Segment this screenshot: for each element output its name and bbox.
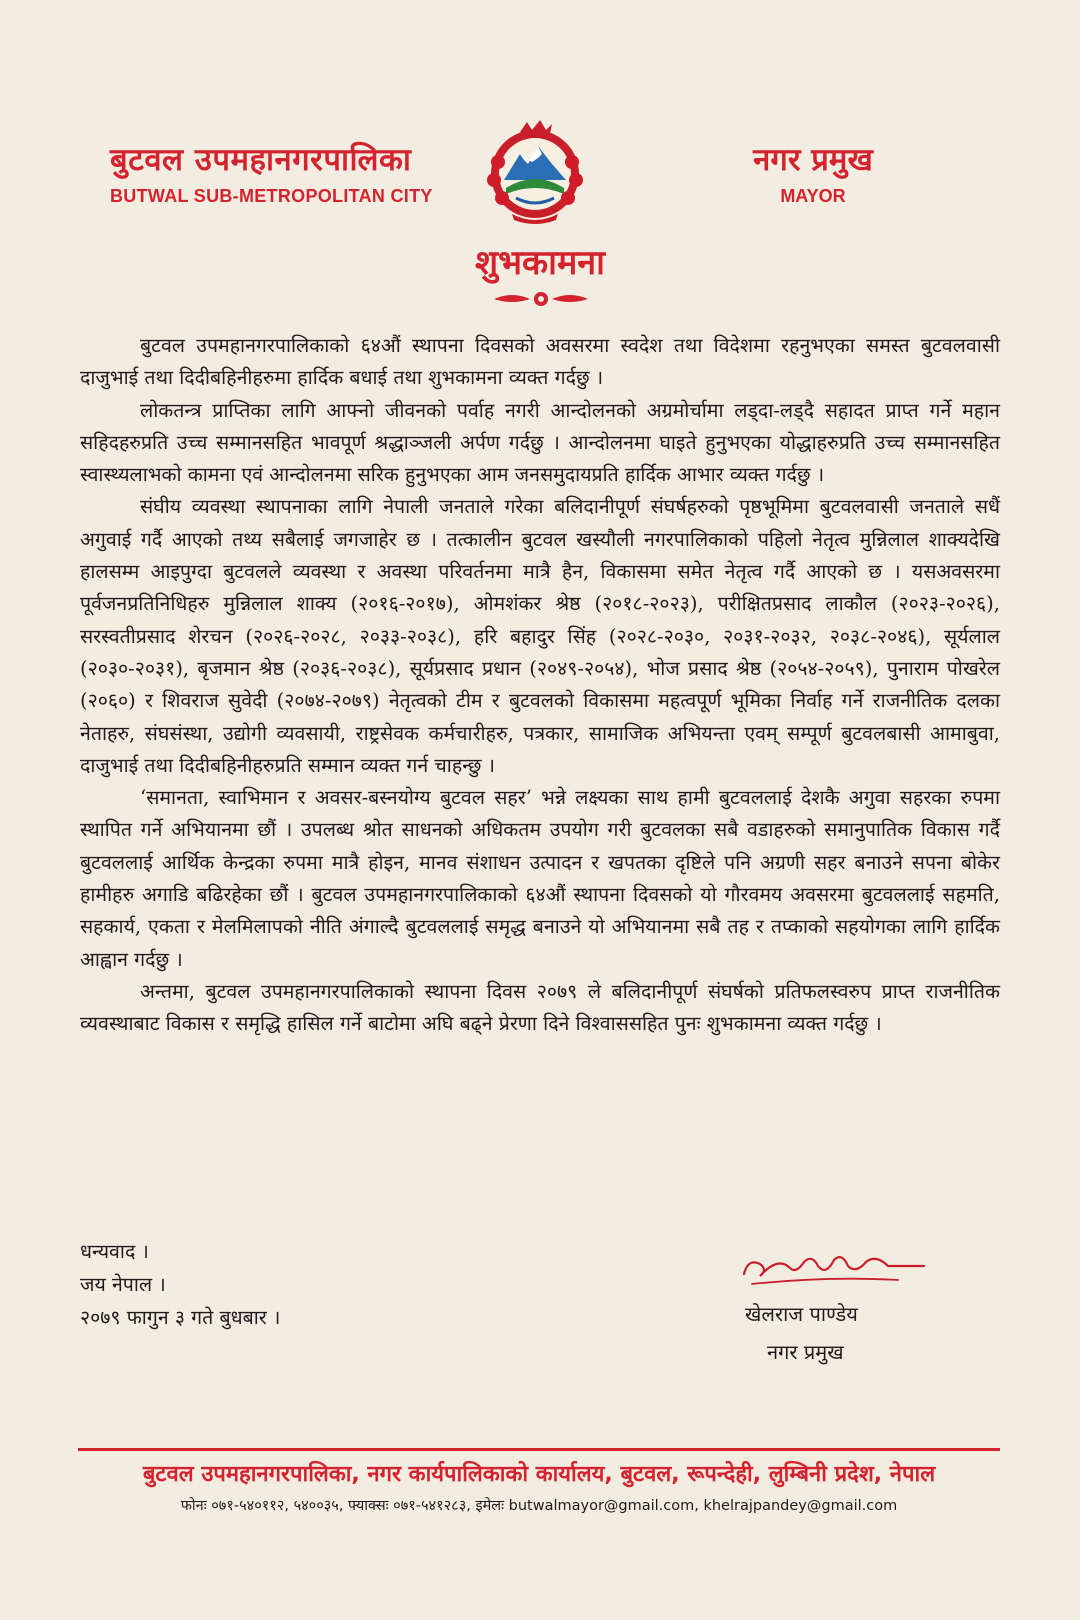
ornament-divider-icon [492,287,590,311]
signatory-name: खेलराज पाण्डेय [745,1302,858,1326]
closing-thanks: धन्यवाद । [80,1240,149,1263]
footer-address: बुटवल उपमहानगरपालिका, नगर कार्यपालिकाको कार्यालय, बुटवल, रूपन्देही, लुम्बिनी प्रदेश, नेपाल [142,1462,936,1487]
mayor-header [738,138,888,207]
mayor-title-nepali: नगर प्रमुख [753,142,873,178]
letter-body [80,330,1000,1041]
closing-date: २०७९ फागुन ३ गते बुधबार । [80,1306,281,1329]
nepal-emblem-icon [472,116,598,228]
letter-heading: शुभकामना [475,243,605,283]
paragraph-history: संघीय व्यवस्था स्थापनाका लागि नेपाली जनताले गरेका बलिदानीपूर्ण संघर्षहरुको पृष्ठभूमिमा बुटवलवासी जनताले सधैं अगुवाई गर्दै आएको तथ्य सबैलाई जगजाहेर छ । तत्कालीन बुटवल खस्यौली नगरपालिकाको पहिलो नेतृत्व मुन्निलाल शाक्यदेखि हालसम्म आइपुग्दा बुटवलले व्यवस्था र अवस्था परिवर्तनमा मात्रै हैन, विकासमा समेत नेतृत्व गर्दै आएको छ । यसअवसरमा पूर्वजनप्रतिनिधिहरु मुन्निलाल शाक्य (२०१६-२०१७), ओमशंकर श्रेष्ठ (२०१८-२०२३), परीक्षितप्रसाद लाकौल (२०२३-२०२६), सरस्वतीप्रसाद शेरचन (२०२६-२०२८, २०३३-२०३८), हरि बहादुर सिंह (२०२८-२०३०, २०३१-२०३२, २०३८-२०४६), सूर्यलाल (२०३०-२०३१), बृजमान श्रेष्ठ (२०३६-२०३८), सूर्यप्रसाद प्रधान (२०४९-२०५४), भोज प्रसाद श्रेष्ठ (२०५४-२०५९), पुनाराम पोखरेल (२०६०) र शिवराज सुवेदी (२०७४-२०७९) नेतृत्वको टीम र बुटवलको विकासमा महत्वपूर्ण भूमिका निर्वाह गर्ने राजनीतिक दलका नेताहरु, संघसंस्था, उद्योगी व्यवसायी, राष्ट्रसेवक कर्मचारीहरु, पत्रकार, सामाजिक अभियन्ता एवम् सम्पूर्ण बुटवलबासी आमाबुवा, दाजुभाई तथा दिदीबहिनीहरुप्रति सम्मान व्यक्त गर्न चाहन्छु । [80,495,1000,777]
footer-contact: फोनः ०७१-५४०११२, ५४००३५, फ्याक्सः ०७१-५४१२८३, इमेलः butwalmayor@gmail.com, khelrajpandey@gmail.com [180,1498,898,1514]
organization-header [110,138,433,207]
org-name-english: BUTWAL SUB-METROPOLITAN CITY [110,186,433,206]
paragraph-vision: ‘समानता, स्वाभिमान र अवसर-बस्नयोग्य बुटवल सहर’ भन्ने लक्ष्यका साथ हामी बुटवललाई देशकै अगुवा सहरका रुपमा स्थापित गर्ने अभियानमा छौं । उपलब्ध श्रोत साधनको अधिकतम उपयोग गरी बुटवलका सबै वडाहरुको समानुपातिक विकास गर्दै बुटवललाई आर्थिक केन्द्रका रुपमा मात्रै होइन, मानव संशाधन उत्पादन र खपतका दृष्टिले पनि अग्रणी सहर बनाउने सपना बोकेर हामीहरु अगाडि बढिरहेका छौं । बुटवल उपमहानगरपालिकाको ६४औं स्थापना दिवसको यो गौरवमय अवसरमा बुटवललाई सहमति, सहकार्य, एकता र मेलमिलापको नीति अंगाल्दै बुटवललाई समृद्ध बनाउने यो अभियानमा सबै तह र तप्काको सहयोगका लागि हार्दिक आह्वान गर्दछु । [80,786,1000,971]
paragraph-conclusion: अन्तमा, बुटवल उपमहानगरपालिकाको स्थापना दिवस २०७९ ले बलिदानीपूर्ण संघर्षको प्रतिफलस्वरुप प्राप्त राजनीतिक व्यवस्थाबाट विकास र समृद्धि हासिल गर्ने बाटोमा अघि बढ्ने प्रेरणा दिने विश्वाससहित पुनः शुभकामना व्यक्त गर्दछु । [80,979,1000,1036]
paragraph-tribute: लोकतन्त्र प्राप्तिका लागि आफ्नो जीवनको पर्वाह नगरी आन्दोलनको अग्रमोर्चामा लड्दा-लड्दै सहादत प्राप्त गर्ने महान सहिदहरुप्रति उच्च सम्मानसहित भावपूर्ण श्रद्धाञ्जली अर्पण गर्दछु । आन्दोलनमा घाइते हुनुभएका योद्धाहरुप्रति उच्च सम्मानसहित स्वास्थ्यलाभको कामना एवं आन्दोलनमा सरिक हुनुभएका आम जनसमुदायप्रति हार्दिक आभार व्यक्त गर्दछु । [80,398,1000,487]
org-name-nepali: बुटवल उपमहानगरपालिका [110,142,412,178]
signatory-title: नगर प्रमुख [767,1340,844,1364]
handwritten-signature [738,1240,928,1288]
mayor-title-english: MAYOR [780,186,846,206]
footer-divider [78,1448,1000,1451]
closing-jai-nepal: जय नेपाल । [80,1273,166,1296]
paragraph-greeting: बुटवल उपमहानगरपालिकाको ६४औं स्थापना दिवसको अवसरमा स्वदेश तथा विदेशमा रहनुभएका समस्त बुटवलवासी दाजुभाई तथा दिदीबहिनीहरुमा हार्दिक बधाई तथा शुभकामना व्यक्त गर्दछु । [80,334,1000,390]
closing-block [80,1235,280,1334]
